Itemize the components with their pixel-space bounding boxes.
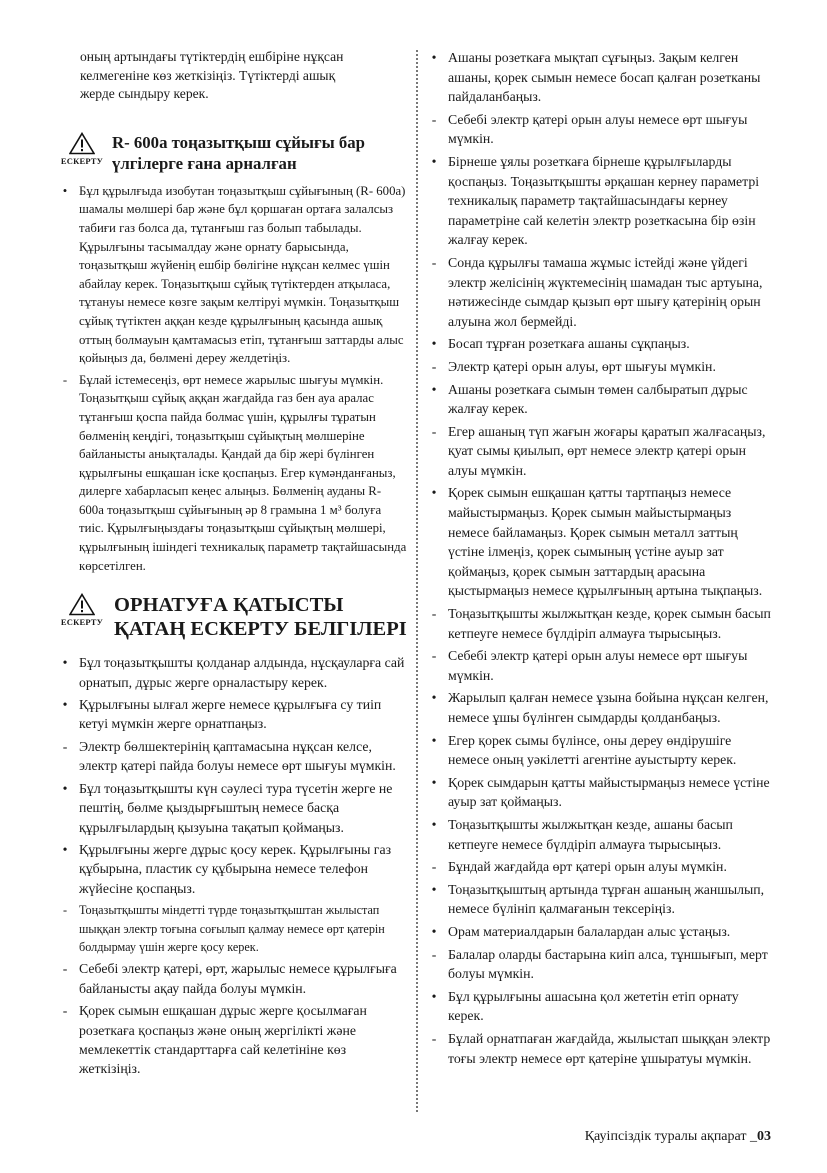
list-item-text: Қорек сымдарын қатты майыстырмаңыз немесе үстіне ауыр зат қоймаңыз.	[448, 774, 770, 810]
section-heading-installation	[56, 593, 408, 641]
list-item-text: Босап тұрған розеткаға ашаны сұқпаңыз.	[448, 336, 690, 352]
list-item-text: Егер қорек сымы бүлінсе, оны дереу өндірушіге немесе оның уәкілетті агентіне ауыстырту керек.	[448, 732, 737, 768]
list-item-text: Құрылғыны ылғал жерге немесе құрылғыға су тиіп кетуі мүмкін жерге орнатпаңыз.	[79, 697, 382, 732]
bullet-marker: •	[62, 697, 68, 713]
warning-badge	[56, 593, 108, 627]
list-item	[56, 182, 408, 368]
bullet-marker: -	[431, 423, 437, 439]
list-item	[425, 334, 775, 354]
list-item	[425, 483, 775, 601]
list-item-text: Тоңазытқышты жылжытқан кезде, қорек сымын басып кетпеуге немесе бүлдіріп алмауға тырысыңыз.	[448, 606, 771, 641]
bullet-marker: -	[62, 903, 68, 918]
bullet-marker: •	[431, 923, 437, 939]
list-item-text: Қорек сымын ешқашан дұрыс жерге қосылмаған розеткаға қоспаңыз және оның жергілікті және мемлекеттік стандарттарға сай келетініне көз жеткізіңіз.	[79, 1003, 367, 1077]
bullet-marker: •	[431, 881, 437, 897]
section-title-line: ОРНАТУҒА ҚАТЫСТЫ	[114, 594, 344, 617]
bullet-marker: -	[431, 648, 437, 664]
list-item-text: Бұл тоңазытқышты қолданар алдында, нұсқауларға сай орнатып, дұрыс жерге орналастыру керек.	[79, 655, 405, 690]
bullet-marker: •	[431, 774, 437, 790]
list-item	[425, 604, 775, 643]
list-item	[56, 653, 408, 692]
column-divider	[416, 50, 418, 1112]
list-item-text: Бұндай жағдайда өрт қатері орын алуы мүмкін.	[448, 859, 727, 875]
refrigerant-warning-list	[56, 182, 408, 575]
list-item	[425, 152, 775, 250]
bullet-marker: -	[62, 1003, 68, 1019]
list-item-text: Орам материалдарын балалардан алыс ұстаңыз.	[448, 923, 731, 939]
section-title	[114, 593, 407, 641]
bullet-marker: -	[62, 372, 68, 387]
list-item-text: Бұл құрылғыны ашасына қол жететін етіп орнату керек.	[448, 988, 739, 1024]
list-item-text: Электр бөлшектерінің қаптамасына нұқсан келсе, электр қатері пайда болуы немесе өрт шығуы мүмкін.	[79, 738, 396, 774]
list-item	[425, 731, 775, 770]
section-title	[112, 132, 365, 174]
list-item	[56, 901, 408, 956]
bullet-marker: •	[62, 655, 68, 671]
list-item	[425, 945, 775, 984]
bullet-marker: •	[431, 816, 437, 832]
list-item	[425, 357, 775, 377]
list-item	[56, 737, 408, 776]
list-item-text: Тоңазытқыштың артында тұрған ашаның жаншылып, немесе бүлініп қалмағанын тексеріңіз.	[448, 881, 765, 917]
warning-label: ЕСКЕРТУ	[60, 617, 104, 628]
list-item-text: Сонда құрылғы тамаша жұмыс істейді және үйдегі электр желісінің жүктемесінің шамадан тыс артуына, нәтижесінде сымдар қызып өрт шығу қатерінің орын алуына жол бермейді.	[448, 254, 763, 329]
list-item-text: Егер ашаның түп жағын жоғары қаратып жалғасаңыз, қуат сымы қиылып, өрт немесе электр қатері орын алуы мүмкін.	[448, 423, 766, 478]
warning-triangle-icon	[69, 593, 95, 616]
list-item-text: Бұл құрылғыда изобутан тоңазытқыш сұйығының (R- 600a) шамалы мөлшері бар және бұл қоршаған ортаға залалсыз табиғи газ болса да, тұтанғыш газ болып табылады. Құрылғыны тасымалдау және орнату барысында, тоңазытқыш жүйенің ешбір бөлігіне нұқсан келмес үшін абайлау керек. Тоңазытқыш сұйық түтіктерден атқыласа, тұтануы немесе көзге зақым келтіруі мүмкін. Тоңазытқыш сұйық түтіктен аққан кезде құрылғының қасында ашық оттың болмауын қамтамасыз етіп, тұтанғыш заттарды алыс қойыңыз да, бөлмені дереу желдетіңіз.	[79, 183, 406, 366]
bullet-marker: •	[62, 183, 68, 198]
bullet-marker: •	[62, 780, 68, 796]
list-item-text: Бірнеше ұялы розеткаға бірнеше құрылғыларды қоспаңыз. Тоңазытқышты әрқашан кернеу параметрі техникалық параметр тақтайшасындағы кернеу параметріне сай келетін электр розеткасына бір өзін жалғау керек.	[448, 153, 760, 248]
list-item	[425, 815, 775, 854]
page-number: 03	[757, 1129, 771, 1144]
bullet-marker: •	[431, 50, 437, 65]
list-item	[56, 695, 408, 734]
warning-triangle-icon	[69, 132, 95, 155]
bullet-marker: -	[431, 606, 437, 622]
list-item-text: Себебі электр қатері орын алуы немесе өрт шығуы мүмкін.	[448, 648, 748, 683]
bullet-marker: •	[431, 336, 437, 352]
list-item	[425, 48, 775, 107]
right-column	[425, 48, 775, 1071]
list-item	[425, 987, 775, 1026]
bullet-marker: -	[62, 961, 68, 977]
list-item-text: Себебі электр қатері, өрт, жарылыс немесе құрылғыға байланысты ақау пайда болуы мүмкін.	[79, 961, 397, 996]
section-heading-refrigerant	[56, 132, 408, 174]
bullet-marker: -	[431, 1030, 437, 1046]
page-footer	[585, 1129, 771, 1145]
list-item	[425, 110, 775, 149]
section-title-line: ҚАТАҢ ЕСКЕРТУ БЕЛГІЛЕРІ	[114, 618, 407, 641]
warning-label: ЕСКЕРТУ	[60, 155, 104, 166]
list-item-text: Жарылып қалған немесе ұзына бойына нұқсан келген, немесе ұшы бүлінген сымдарды қолданбаңыз.	[448, 690, 769, 725]
list-item	[56, 959, 408, 998]
list-item	[425, 688, 775, 727]
list-item	[56, 779, 408, 837]
intro-line: жерде сындыру керек.	[80, 86, 209, 102]
bullet-marker: •	[431, 988, 437, 1004]
power-safety-list	[425, 48, 775, 1068]
list-item-text: Ашаны розеткаға мықтап сұғыңыз. Зақым келген ашаны, қорек сымын немесе босап қалған розетканы пайдаланбаңыз.	[448, 50, 761, 105]
list-item-text: Бұлай орнатпаған жағдайда, жылыстап шыққан электр тоғы электр немесе өрт қатеріне ұшыратуы мүмкін.	[448, 1030, 771, 1066]
list-item	[425, 646, 775, 685]
left-column	[56, 48, 408, 1082]
footer-label: Қауіпсіздік туралы ақпарат _	[584, 1129, 757, 1144]
section-title-line: R- 600а тоңазытқыш сұйығы бар	[112, 132, 365, 152]
list-item	[425, 857, 775, 877]
list-item	[56, 371, 408, 576]
installation-warning-list	[56, 653, 408, 898]
bullet-marker: -	[431, 946, 437, 962]
bullet-marker: -	[62, 738, 68, 754]
section-title-line: үлгілерге ғана арналған	[112, 153, 297, 173]
list-item	[425, 253, 775, 331]
bullet-marker: -	[431, 111, 437, 127]
list-item	[425, 922, 775, 942]
bullet-marker: •	[431, 153, 437, 169]
list-item	[425, 422, 775, 481]
list-item-text: Бұл тоңазытқышты күн сәулесі тура түсетін жерге не пештің, бөлме қыздырғыштың немесе басқа құрылғылардың қызуына тақатып қоймаңыз.	[79, 780, 393, 835]
bullet-marker: •	[431, 690, 437, 706]
bullet-marker: •	[431, 485, 437, 501]
bullet-marker: •	[431, 381, 437, 397]
warning-badge	[56, 132, 108, 166]
list-item	[56, 840, 408, 898]
bullet-marker: -	[431, 358, 437, 374]
list-item	[425, 380, 775, 419]
list-item-text: Қорек сымын ешқашан қатты тартпаңыз немесе майыстырмаңыз. Қорек сымын майыстырмаңыз немесе байламаңыз. Қорек сымын металл заттың үстіне ілмеңіз, қорек сымының үстіне ауыр зат қоймаңыз, қорек сымын заттардың арасына қыстырмаңыз немесе құрылғының артына тықпаңыз.	[448, 485, 763, 599]
list-item-text: Ашаны розеткаға сымын төмен салбыратып дұрыс жалғау керек.	[448, 381, 748, 417]
list-item-text: Электр қатері орын алуы, өрт шығуы мүмкін.	[448, 358, 716, 374]
intro-line: келмегеніне көз жеткізіңіз. Түтіктерді ашық	[80, 67, 336, 83]
bullet-marker: -	[431, 859, 437, 875]
bullet-marker: •	[62, 841, 68, 857]
list-item-text: Құрылғыны жерге дұрыс қосу керек. Құрылғыны газ құбырына, пластик су құбырына немесе телефон жүйесіне қоспаңыз.	[79, 841, 392, 896]
intro-line: оның артындағы түтіктердің ешбіріне нұқсан	[80, 49, 344, 64]
list-item	[425, 1029, 775, 1068]
list-item-text: Тоңазытқышты жылжытқан кезде, ашаны басып кетпеуге немесе бүлдіріп алмауға тырысыңыз.	[448, 816, 733, 852]
bullet-marker: •	[431, 732, 437, 748]
list-item-text: Бұлай істемесеңіз, өрт немесе жарылыс шығуы мүмкін. Тоңазытқыш сұйық аққан жағдайда газ бен ауа аралас тұтанғыш қоспа пайда болмас үшін, құрылғы тұратын бөлменің кеңдігі, тоңазытқыш сұйықтың мөлшеріне байланысты анықталады. Қандай да бір жері бүлінген құрылғыны ешқашан іске қоспаңыз. Егер күмәнданғаныз, дилерге хабарласып кеңес алыңыз. Бөлменің ауданы R- 600a тоңазытқыш сұйығының әр 8 грамына 1 м³ болуға тиіс. Құрылғыңыздағы тоңазытқыш сұйықтың мөлшері, құрылғының ішіндегі техникалық параметр тақтайшасында көрсетілген.	[79, 372, 407, 573]
list-item-text: Себебі электр қатері орын алуы немесе өрт шығуы мүмкін.	[448, 111, 748, 147]
list-item	[425, 773, 775, 812]
installation-warning-list-cont	[56, 959, 408, 1078]
list-item	[56, 1001, 408, 1079]
list-item	[425, 880, 775, 919]
installation-warning-list-small	[56, 901, 408, 956]
intro-paragraph	[56, 48, 408, 104]
list-item-text: Балалар оларды бастарына киіп алса, тұншығып, мерт болуы мүмкін.	[448, 946, 768, 982]
bullet-marker: -	[431, 254, 437, 270]
list-item-text: Тоңазытқышты міндетті түрде тоңазытқыштан жылыстап шыққан электр тоғына соғылып қалмау немесе өрт қатерін болдырмау үшін жерге қосу керек.	[79, 903, 385, 954]
